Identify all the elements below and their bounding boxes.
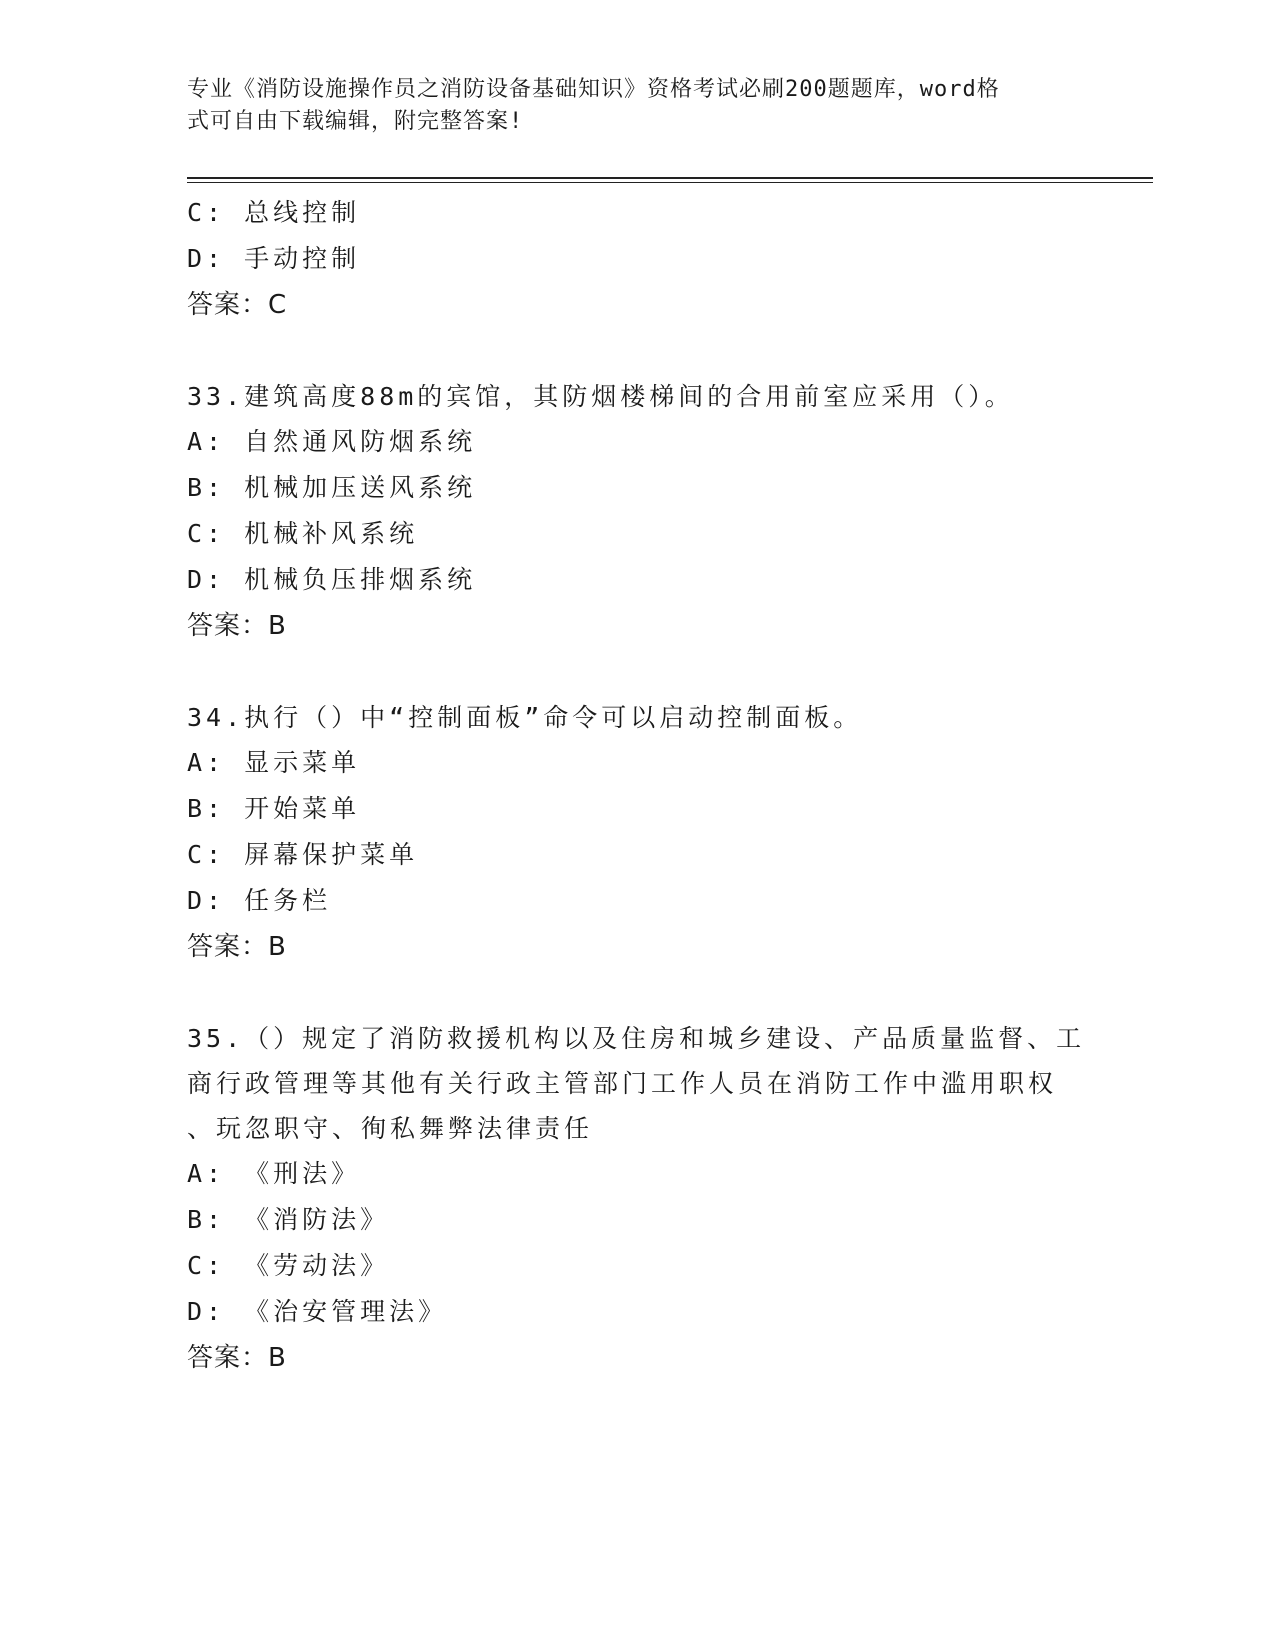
option-b: B: 开始菜单 — [187, 794, 361, 823]
question-stem-line-3: 、玩忽职守、徇私舞弊法律责任 — [187, 1114, 594, 1143]
option-c: C: 总线控制 — [187, 198, 361, 227]
answer-line: 答案：B — [187, 611, 287, 641]
header-divider-thick — [187, 177, 1153, 179]
option-c: C: 机械补风系统 — [187, 519, 419, 548]
option-d: D: 任务栏 — [187, 886, 332, 915]
question-stem-line-2: 商行政管理等其他有关行政主管部门工作人员在消防工作中滥用职权 — [187, 1069, 1058, 1098]
header-line-2: 式可自由下载编辑，附完整答案! — [187, 109, 524, 134]
option-c: C: 《劳动法》 — [187, 1251, 390, 1280]
answer-line: 答案：B — [187, 932, 287, 962]
question-stem: 34.执行（）中“控制面板”命令可以启动控制面板。 — [187, 703, 863, 732]
option-d: D: 手动控制 — [187, 244, 361, 273]
option-a: A: 显示菜单 — [187, 748, 361, 777]
header-line-1: 专业《消防设施操作员之消防设备基础知识》资格考试必刷200题题库，word格 — [187, 77, 1000, 102]
question-stem: 33.建筑高度88m的宾馆，其防烟楼梯间的合用前室应采用（）。 — [187, 382, 1014, 411]
spacer — [187, 970, 1087, 1016]
continued-question — [187, 190, 1087, 328]
question-33 — [187, 374, 1087, 649]
question-34 — [187, 695, 1087, 970]
option-b: B: 机械加压送风系统 — [187, 473, 477, 502]
question-35 — [187, 1016, 1087, 1381]
question-stem-line-1: 35.（）规定了消防救援机构以及住房和城乡建设、产品质量监督、工 — [187, 1024, 1086, 1053]
document-header — [187, 74, 1067, 138]
option-a: A: 《刑法》 — [187, 1159, 361, 1188]
spacer — [187, 328, 1087, 374]
option-a: A: 自然通风防烟系统 — [187, 427, 477, 456]
question-content — [187, 190, 1087, 1381]
option-d: D: 机械负压排烟系统 — [187, 565, 477, 594]
option-b: B: 《消防法》 — [187, 1205, 390, 1234]
spacer — [187, 649, 1087, 695]
answer-line: 答案：C — [187, 290, 288, 320]
header-divider-thin — [187, 182, 1153, 183]
option-c: C: 屏幕保护菜单 — [187, 840, 419, 869]
option-d: D: 《治安管理法》 — [187, 1297, 448, 1326]
answer-line: 答案：B — [187, 1343, 287, 1373]
